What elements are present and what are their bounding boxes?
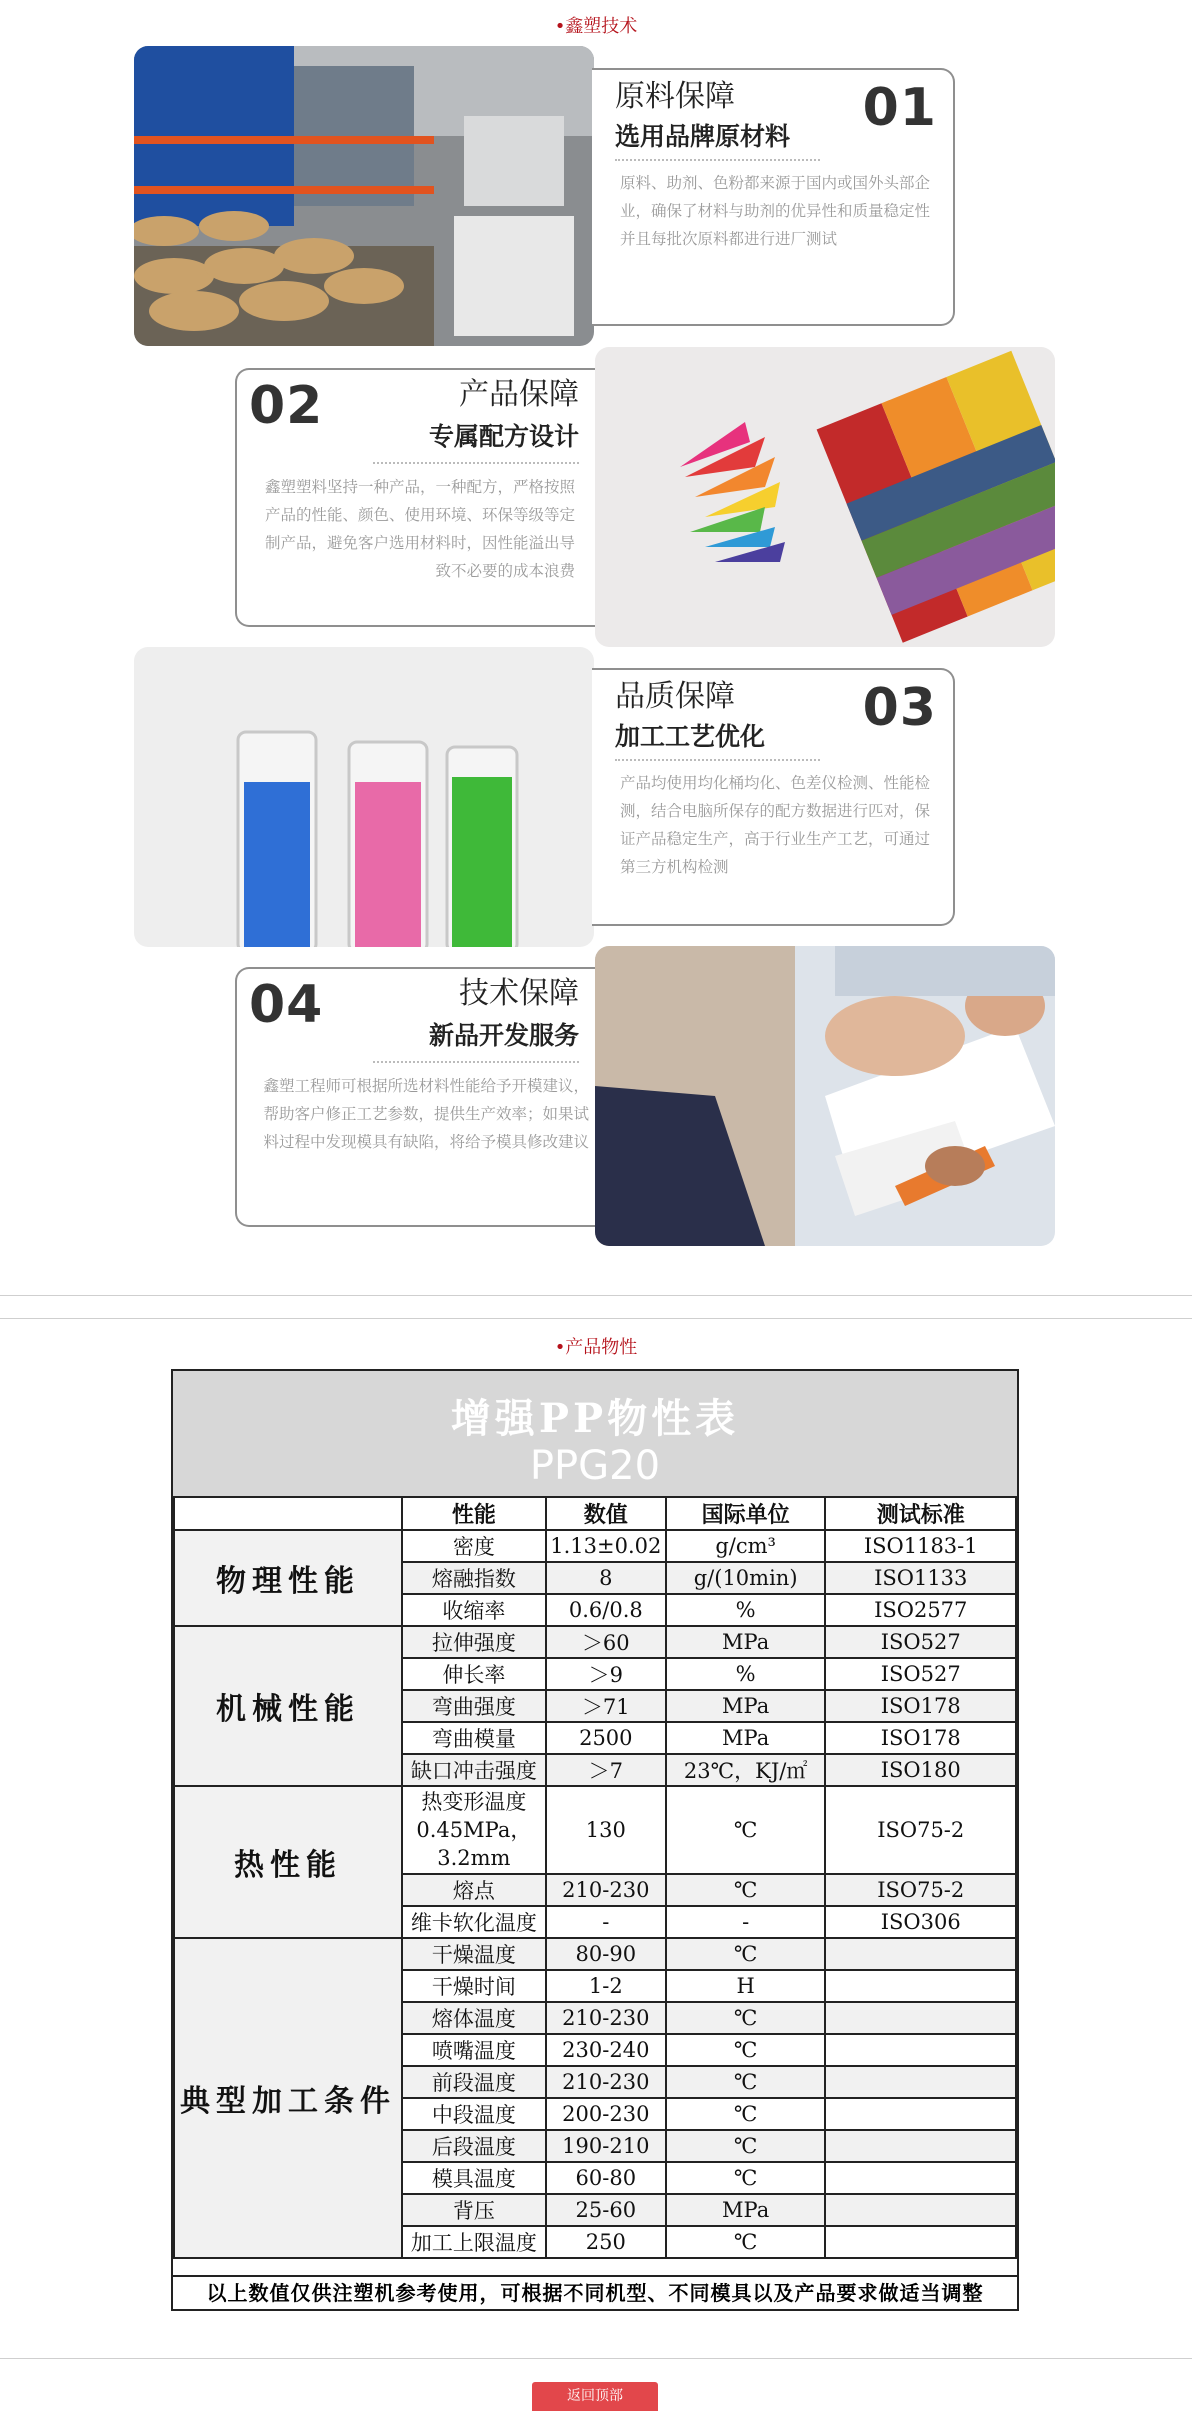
feature-subtitle: 选用品牌原材料 xyxy=(615,122,791,151)
table-cell: 60-80 xyxy=(546,2162,666,2194)
table-cell: ISO75-2 xyxy=(825,1874,1016,1906)
table-cell: 1.13±0.02 xyxy=(546,1530,666,1562)
table-cell: 中段温度 xyxy=(402,2098,546,2130)
table-cell: MPa xyxy=(666,1722,826,1754)
warehouse-photo xyxy=(134,46,594,346)
feature-card-3 xyxy=(592,668,955,926)
category-cell: 机械性能 xyxy=(174,1626,402,1786)
table-cell: 干燥时间 xyxy=(402,1970,546,2002)
dotted-divider xyxy=(373,462,579,464)
table-cell: ISO1183-1 xyxy=(825,1530,1016,1562)
table-cell: 背压 xyxy=(402,2194,546,2226)
table-cell: 热变形温度0.45MPa，3.2mm xyxy=(402,1786,546,1874)
table-cell: 210-230 xyxy=(546,2066,666,2098)
table-cell: 缺口冲击强度 xyxy=(402,1754,546,1786)
feature-description: 产品均使用均化桶均化、色差仪检测、性能检测，结合电脑所保存的配方数据进行匹对，保证产品稳定生产，高于行业生产工艺，可通过第三方机构检测 xyxy=(620,774,931,876)
feature-number: 02 xyxy=(249,376,324,436)
table-cell: 25-60 xyxy=(546,2194,666,2226)
divider xyxy=(0,1295,1192,1296)
table-cell xyxy=(825,2162,1016,2194)
table-cell: ISO178 xyxy=(825,1722,1016,1754)
feature-title: 技术保障 xyxy=(459,976,579,1011)
table-cell: ℃ xyxy=(666,1938,826,1970)
table-cell: ISO527 xyxy=(825,1626,1016,1658)
table-row xyxy=(174,1530,1016,1562)
table-cell: 模具温度 xyxy=(402,2162,546,2194)
table-title: 增强PP物性表 xyxy=(450,1395,740,1442)
back-to-top-button[interactable]: 返回顶部 xyxy=(532,2382,658,2411)
table-cell: 弯曲强度 xyxy=(402,1690,546,1722)
feature-number: 01 xyxy=(862,78,937,138)
table-cell: 190-210 xyxy=(546,2130,666,2162)
table-cell: ＞9 xyxy=(546,1658,666,1690)
divider xyxy=(0,1318,1192,1319)
table-cell: ISO180 xyxy=(825,1754,1016,1786)
column-header: 国际单位 xyxy=(666,1497,826,1530)
category-cell: 热性能 xyxy=(174,1786,402,1938)
table-cell xyxy=(825,2226,1016,2258)
table-cell: g/(10min) xyxy=(666,1562,826,1594)
feature-description: 原料、助剂、色粉都来源于国内或国外头部企业，确保了材料与助剂的优异性和质量稳定性并且每批次原料都进行进厂测试 xyxy=(620,174,931,248)
table-cell xyxy=(825,2034,1016,2066)
table-cell: 加工上限温度 xyxy=(402,2226,546,2258)
table-cell: 拉伸强度 xyxy=(402,1626,546,1658)
feature-card-2 xyxy=(235,368,597,627)
table-row xyxy=(174,1938,1016,1970)
feature-description: 鑫塑工程师可根据所选材料性能给予开模建议，帮助客户修正工艺参数，提供生产效率；如果试料过程中发现模具有缺陷，将给予模具修改建议 xyxy=(263,1077,589,1151)
table-cell: ℃ xyxy=(666,2002,826,2034)
table-cell: ＞71 xyxy=(546,1690,666,1722)
dotted-divider xyxy=(615,759,820,761)
table-cell: g/cm³ xyxy=(666,1530,826,1562)
properties-grid xyxy=(173,1496,1017,2259)
table-cell: 210-230 xyxy=(546,2002,666,2034)
table-cell: 熔体温度 xyxy=(402,2002,546,2034)
table-cell: H xyxy=(666,1970,826,2002)
feature-number: 04 xyxy=(249,975,324,1035)
table-cell: % xyxy=(666,1594,826,1626)
table-cell xyxy=(825,1938,1016,1970)
feature-card-4 xyxy=(235,967,597,1227)
table-header-banner xyxy=(173,1371,1017,1498)
table-cell: ℃ xyxy=(666,1874,826,1906)
divider xyxy=(0,2358,1192,2359)
table-cell: 130 xyxy=(546,1786,666,1874)
table-cell: 2500 xyxy=(546,1722,666,1754)
column-header: 数值 xyxy=(546,1497,666,1530)
table-column-headers xyxy=(174,1497,1016,1530)
dotted-divider xyxy=(615,159,820,161)
category-cell: 典型加工条件 xyxy=(174,1938,402,2258)
table-cell: 210-230 xyxy=(546,1874,666,1906)
table-cell xyxy=(825,2098,1016,2130)
table-cell: MPa xyxy=(666,1690,826,1722)
table-cell: 熔点 xyxy=(402,1874,546,1906)
table-cell: 维卡软化温度 xyxy=(402,1906,546,1938)
feature-card-1 xyxy=(592,68,955,326)
table-cell: 弯曲模量 xyxy=(402,1722,546,1754)
feature-subtitle: 加工工艺优化 xyxy=(615,722,766,751)
feature-number: 03 xyxy=(862,678,937,738)
column-header: 测试标准 xyxy=(825,1497,1016,1530)
table-cell: 熔融指数 xyxy=(402,1562,546,1594)
header-blank-cell xyxy=(174,1497,402,1530)
table-cell: MPa xyxy=(666,1626,826,1658)
table-cell: ℃ xyxy=(666,1786,826,1874)
feature-title: 产品保障 xyxy=(459,377,579,412)
table-cell: 收缩率 xyxy=(402,1594,546,1626)
table-cell: 23℃，KJ/㎡ xyxy=(666,1754,826,1786)
table-cell: 密度 xyxy=(402,1530,546,1562)
table-cell xyxy=(825,2130,1016,2162)
table-cell: - xyxy=(666,1906,826,1938)
feature-subtitle: 专属配方设计 xyxy=(428,422,579,451)
table-cell: ISO2577 xyxy=(825,1594,1016,1626)
feature-description: 鑫塑塑料坚持一种产品，一种配方，严格按照产品的性能、颜色、使用环境、环保等级等定制产品，避免客户选用材料时，因性能溢出导致不必要的成本浪费 xyxy=(264,478,575,580)
table-cell: ＞7 xyxy=(546,1754,666,1786)
table-cell: MPa xyxy=(666,2194,826,2226)
table-cell: ISO75-2 xyxy=(825,1786,1016,1874)
table-cell: ISO1133 xyxy=(825,1562,1016,1594)
table-row xyxy=(174,1786,1016,1874)
table-row xyxy=(174,1626,1016,1658)
table-cell: 干燥温度 xyxy=(402,1938,546,1970)
table-cell: 230-240 xyxy=(546,2034,666,2066)
category-cell: 物理性能 xyxy=(174,1530,402,1626)
business-meeting-photo xyxy=(595,946,1055,1246)
table-cell: 8 xyxy=(546,1562,666,1594)
table-cell: 0.6/0.8 xyxy=(546,1594,666,1626)
table-cell: % xyxy=(666,1658,826,1690)
table-cell: ℃ xyxy=(666,2034,826,2066)
table-cell xyxy=(825,2002,1016,2034)
test-tube-pellets-photo xyxy=(134,647,594,947)
table-cell: 前段温度 xyxy=(402,2066,546,2098)
properties-table xyxy=(171,1369,1019,2311)
table-cell: ℃ xyxy=(666,2098,826,2130)
table-cell: ℃ xyxy=(666,2226,826,2258)
table-cell: - xyxy=(546,1906,666,1938)
color-swatch-photo xyxy=(595,347,1055,647)
table-cell: ISO306 xyxy=(825,1906,1016,1938)
table-cell: 伸长率 xyxy=(402,1658,546,1690)
table-cell: ℃ xyxy=(666,2130,826,2162)
feature-title: 品质保障 xyxy=(615,679,735,714)
table-cell: ISO178 xyxy=(825,1690,1016,1722)
section-title-properties: •产品物性 xyxy=(554,1337,638,1358)
table-cell: ℃ xyxy=(666,2066,826,2098)
feature-title: 原料保障 xyxy=(615,79,735,114)
section-title-tech: •鑫塑技术 xyxy=(554,16,638,37)
table-cell xyxy=(825,1970,1016,2002)
table-cell: 80-90 xyxy=(546,1938,666,1970)
table-cell: 1-2 xyxy=(546,1970,666,2002)
table-cell xyxy=(825,2066,1016,2098)
table-cell: ＞60 xyxy=(546,1626,666,1658)
table-grade: PPG20 xyxy=(529,1443,661,1489)
column-header: 性能 xyxy=(402,1497,546,1530)
table-footnote: 以上数值仅供注塑机参考使用，可根据不同机型、不同模具以及产品要求做适当调整 xyxy=(173,2275,1017,2309)
table-cell: ℃ xyxy=(666,2162,826,2194)
feature-subtitle: 新品开发服务 xyxy=(428,1021,579,1050)
table-cell: 后段温度 xyxy=(402,2130,546,2162)
table-cell: 250 xyxy=(546,2226,666,2258)
table-cell: ISO527 xyxy=(825,1658,1016,1690)
dotted-divider xyxy=(373,1061,579,1063)
table-cell: 喷嘴温度 xyxy=(402,2034,546,2066)
table-cell: 200-230 xyxy=(546,2098,666,2130)
table-cell xyxy=(825,2194,1016,2226)
